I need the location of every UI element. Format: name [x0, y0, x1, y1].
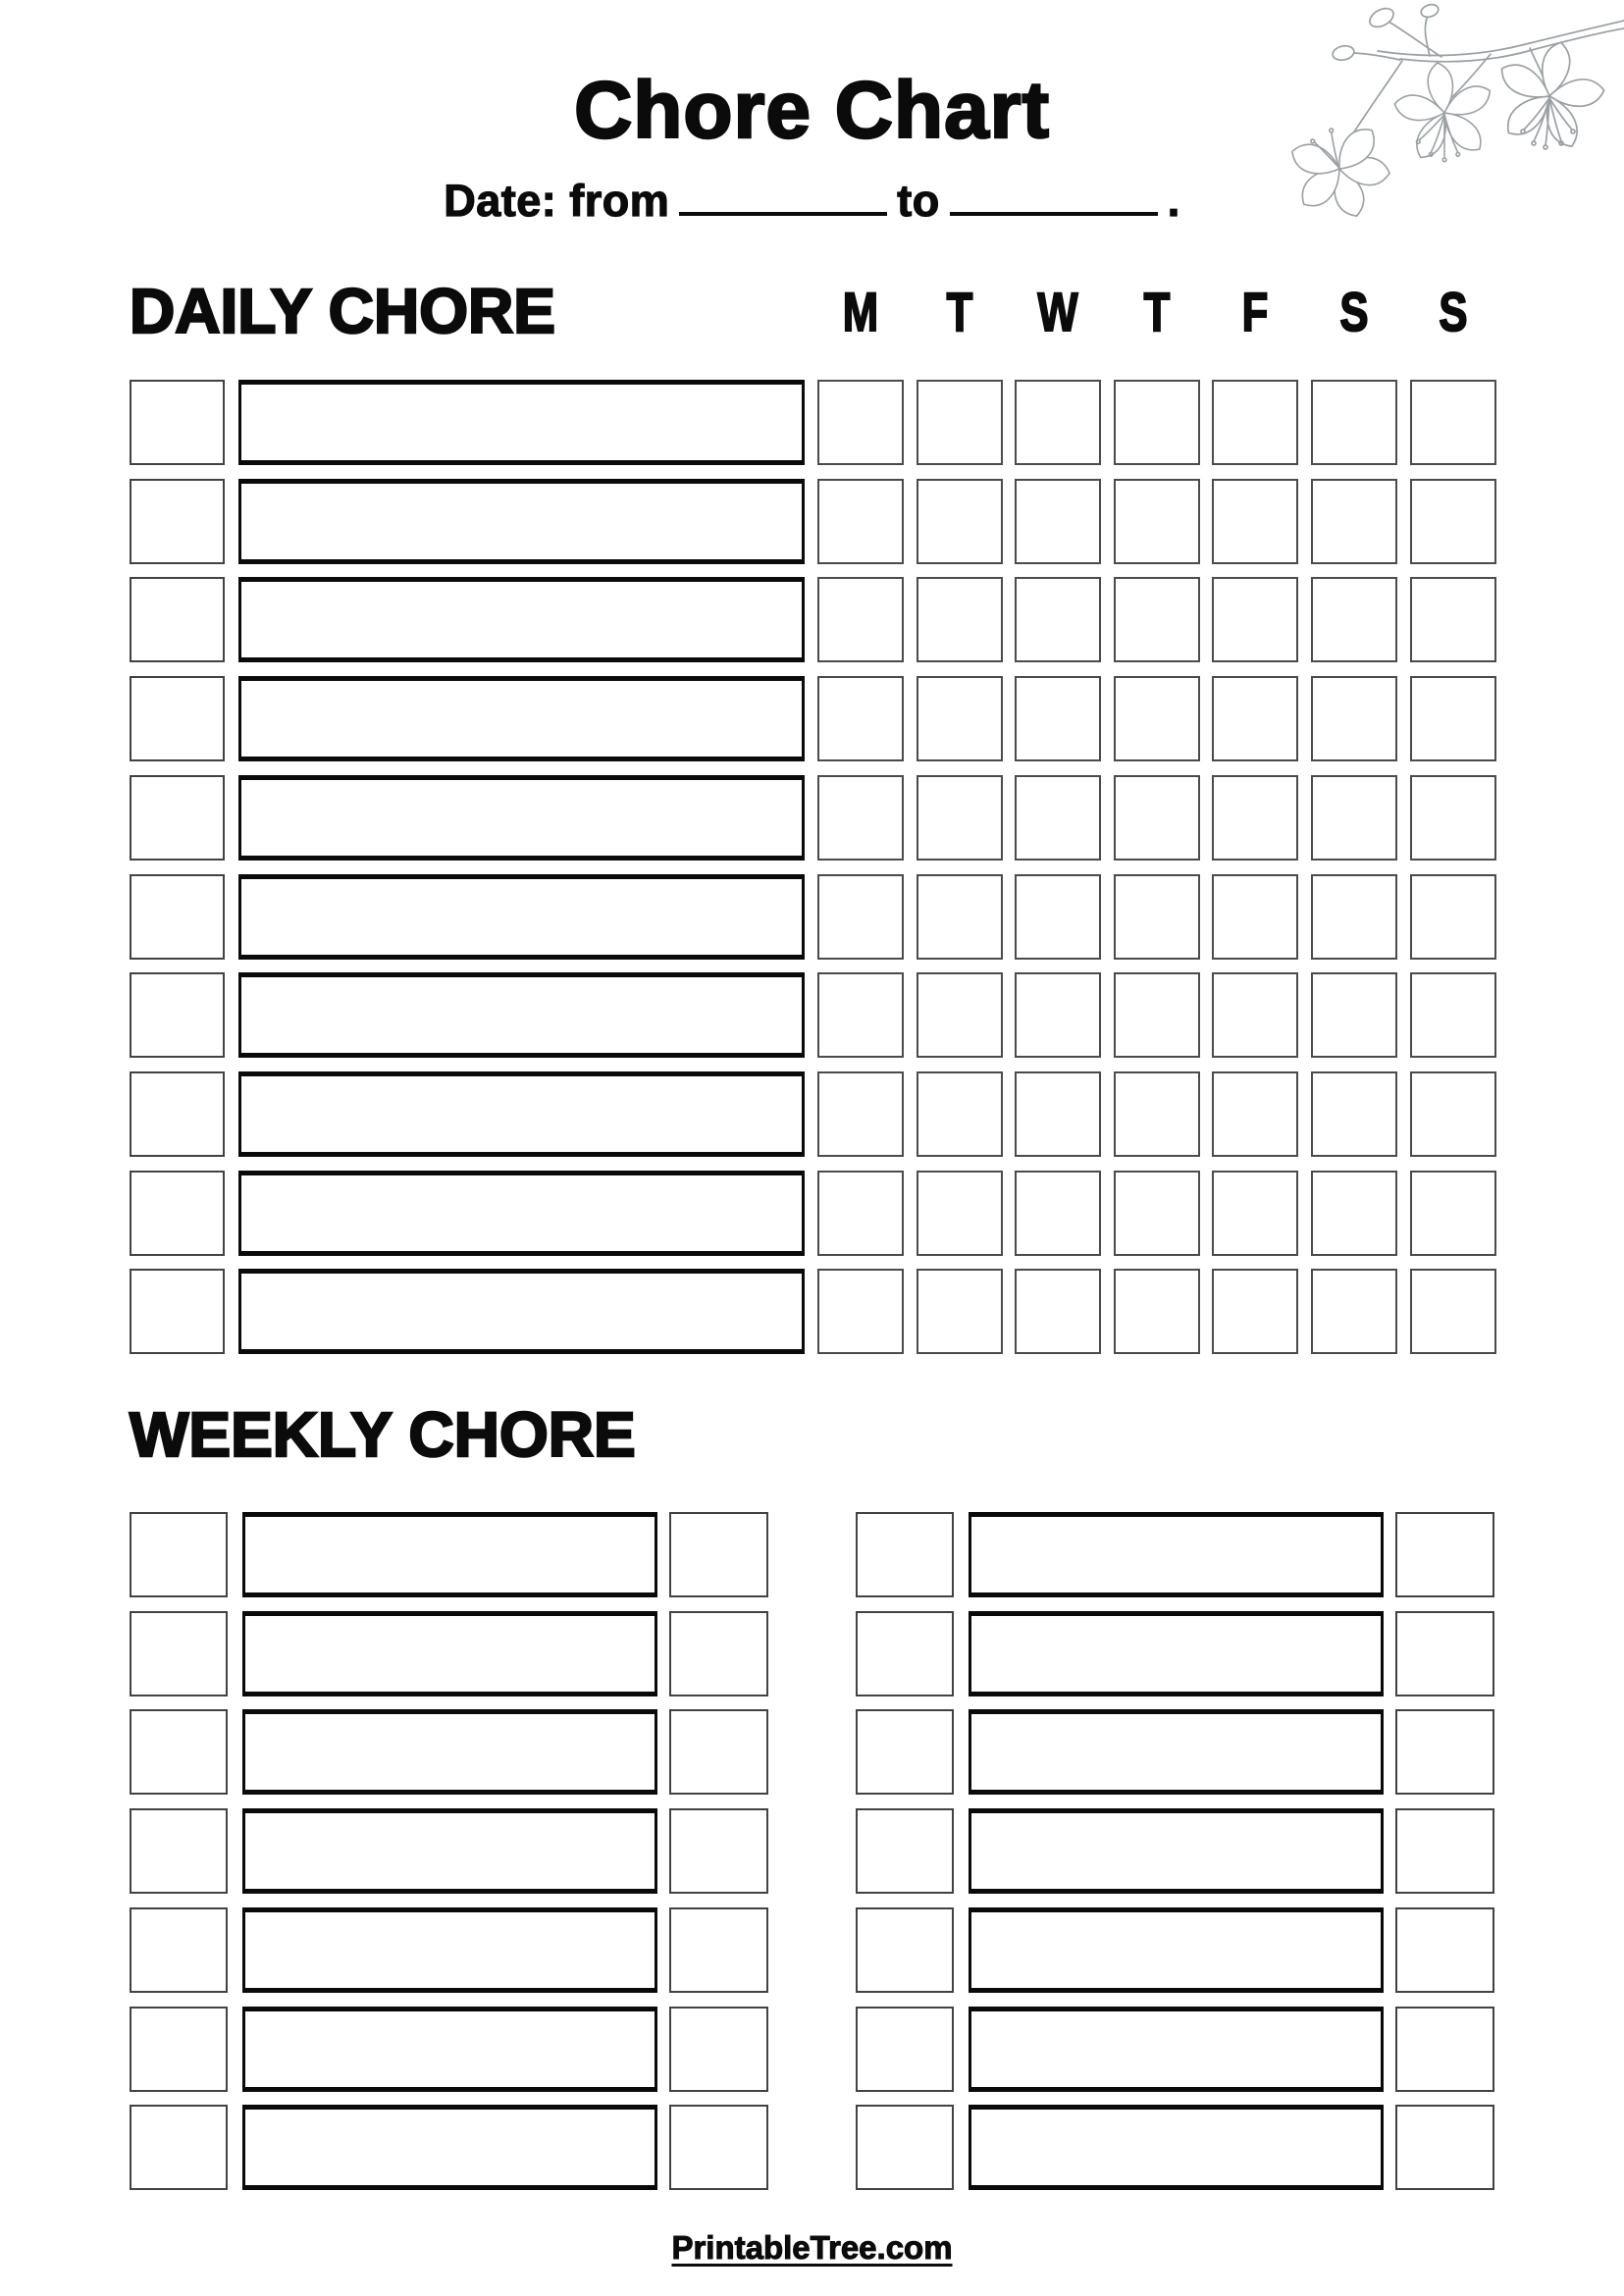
chore-done-checkbox[interactable]: [669, 1512, 768, 1597]
chore-name-field[interactable]: [969, 1512, 1384, 1597]
day-checkbox[interactable]: [1410, 380, 1496, 465]
chore-done-checkbox[interactable]: [669, 2007, 768, 2092]
day-checkbox[interactable]: [1311, 380, 1397, 465]
weekly-chore-row: [130, 1611, 769, 1696]
chore-checkbox[interactable]: [130, 1071, 225, 1157]
chore-done-checkbox[interactable]: [1395, 1512, 1494, 1597]
day-checkbox[interactable]: [917, 479, 1003, 564]
chore-checkbox[interactable]: [856, 2007, 954, 2092]
chore-name-field[interactable]: [969, 2105, 1384, 2190]
chore-name-field[interactable]: [238, 1269, 805, 1354]
chore-name-field[interactable]: [238, 1071, 805, 1157]
day-checkbox[interactable]: [1212, 1071, 1298, 1157]
chore-name-field[interactable]: [238, 972, 805, 1058]
day-checkbox[interactable]: [1015, 479, 1101, 564]
day-checkbox[interactable]: [1114, 775, 1200, 861]
chore-name-field[interactable]: [238, 874, 805, 960]
day-checkbox[interactable]: [817, 972, 904, 1058]
chore-checkbox[interactable]: [856, 1808, 954, 1894]
day-header-label: S: [1438, 281, 1468, 342]
day-checkbox[interactable]: [1212, 479, 1298, 564]
daily-chore-heading: DAILY CHORE: [130, 276, 555, 346]
day-checkbox[interactable]: [817, 1171, 904, 1256]
day-header-label: T: [946, 281, 972, 342]
day-checkbox[interactable]: [1410, 874, 1496, 960]
day-checkbox[interactable]: [1114, 1171, 1200, 1256]
day-checkbox[interactable]: [1015, 1071, 1101, 1157]
weekly-chore-row: [130, 1907, 769, 1993]
day-checkbox[interactable]: [817, 479, 904, 564]
day-header-label: F: [1242, 281, 1269, 342]
day-checkbox[interactable]: [1311, 972, 1397, 1058]
daily-chore-row: [130, 775, 1496, 861]
weekly-chore-heading: WEEKLY CHORE: [130, 1399, 636, 1470]
day-checkbox[interactable]: [817, 676, 904, 761]
chore-checkbox[interactable]: [130, 1907, 228, 1993]
day-checkbox[interactable]: [1212, 1171, 1298, 1256]
day-checkbox[interactable]: [1114, 676, 1200, 761]
weekly-chore-row: [856, 1512, 1495, 1597]
day-checkbox[interactable]: [917, 380, 1003, 465]
chore-checkbox[interactable]: [856, 2105, 954, 2190]
chore-name-field[interactable]: [969, 1907, 1384, 1993]
chore-name-field[interactable]: [238, 577, 805, 662]
daily-chore-row: [130, 380, 1496, 465]
day-checkbox[interactable]: [1311, 676, 1397, 761]
day-checkbox[interactable]: [1015, 775, 1101, 861]
day-checkbox[interactable]: [1311, 775, 1397, 861]
day-checkbox[interactable]: [1311, 577, 1397, 662]
weekly-chore-row: [130, 2105, 769, 2190]
day-checkbox[interactable]: [1015, 380, 1101, 465]
daily-chore-row: [130, 676, 1496, 761]
day-checkbox[interactable]: [1015, 874, 1101, 960]
day-checkbox[interactable]: [1114, 380, 1200, 465]
day-checkbox[interactable]: [1410, 1171, 1496, 1256]
day-checkbox[interactable]: [817, 1071, 904, 1157]
day-checkbox[interactable]: [1212, 676, 1298, 761]
daily-chore-row: [130, 972, 1496, 1058]
daily-chore-row: [130, 874, 1496, 960]
day-checkbox[interactable]: [1410, 972, 1496, 1058]
day-header-label: M: [842, 281, 879, 342]
chore-name-field[interactable]: [238, 775, 805, 861]
day-checkbox[interactable]: [1015, 972, 1101, 1058]
chore-name-field[interactable]: [969, 1808, 1384, 1894]
day-checkbox[interactable]: [1114, 479, 1200, 564]
day-checkbox[interactable]: [1311, 479, 1397, 564]
chore-done-checkbox[interactable]: [669, 2105, 768, 2190]
day-checkbox[interactable]: [1114, 1071, 1200, 1157]
date-line: [0, 176, 1624, 226]
chore-done-checkbox[interactable]: [1395, 1808, 1494, 1894]
chore-done-checkbox[interactable]: [1395, 2007, 1494, 2092]
day-checkbox[interactable]: [817, 775, 904, 861]
daily-chore-row: [130, 1269, 1496, 1354]
daily-chore-row: [130, 1171, 1496, 1256]
day-checkbox[interactable]: [1311, 1269, 1397, 1354]
day-checkbox[interactable]: [817, 874, 904, 960]
day-checkbox[interactable]: [917, 972, 1003, 1058]
day-checkbox[interactable]: [1410, 479, 1496, 564]
day-checkbox[interactable]: [1015, 676, 1101, 761]
chore-name-field[interactable]: [242, 1611, 657, 1696]
chore-checkbox[interactable]: [130, 1611, 228, 1696]
chore-checkbox[interactable]: [130, 972, 225, 1058]
chore-done-checkbox[interactable]: [1395, 1709, 1494, 1795]
day-headers-row: [817, 281, 1496, 342]
day-checkbox[interactable]: [1410, 1071, 1496, 1157]
chore-checkbox[interactable]: [130, 1171, 225, 1256]
day-checkbox[interactable]: [1212, 775, 1298, 861]
day-checkbox[interactable]: [1410, 676, 1496, 761]
day-checkbox[interactable]: [917, 1269, 1003, 1354]
chore-done-checkbox[interactable]: [1395, 2105, 1494, 2190]
weekly-chore-row: [130, 2007, 769, 2092]
day-checkbox[interactable]: [1410, 775, 1496, 861]
weekly-chore-row: [856, 2007, 1495, 2092]
day-checkbox[interactable]: [1410, 1269, 1496, 1354]
daily-chore-row: [130, 1071, 1496, 1157]
day-checkbox[interactable]: [1311, 1071, 1397, 1157]
weekly-chore-row: [856, 1611, 1495, 1696]
chore-done-checkbox[interactable]: [669, 1808, 768, 1894]
daily-chore-row: [130, 577, 1496, 662]
day-checkbox[interactable]: [917, 676, 1003, 761]
daily-chore-row: [130, 479, 1496, 564]
chore-checkbox[interactable]: [130, 874, 225, 960]
chore-name-field[interactable]: [242, 2105, 657, 2190]
page-title: Chore Chart: [574, 66, 1050, 155]
day-checkbox[interactable]: [1212, 577, 1298, 662]
date-to-label: to: [897, 176, 940, 226]
chore-name-field[interactable]: [242, 1709, 657, 1795]
day-checkbox[interactable]: [1015, 577, 1101, 662]
chore-done-checkbox[interactable]: [669, 1709, 768, 1795]
day-checkbox[interactable]: [817, 577, 904, 662]
day-checkbox[interactable]: [917, 775, 1003, 861]
day-checkbox[interactable]: [1114, 972, 1200, 1058]
day-checkbox[interactable]: [1212, 380, 1298, 465]
chore-name-field[interactable]: [242, 2007, 657, 2092]
day-checkbox[interactable]: [1311, 1171, 1397, 1256]
chore-checkbox[interactable]: [130, 479, 225, 564]
chore-done-checkbox[interactable]: [1395, 1907, 1494, 1993]
chore-checkbox[interactable]: [130, 380, 225, 465]
chore-checkbox[interactable]: [856, 1907, 954, 1993]
chore-checkbox[interactable]: [130, 676, 225, 761]
day-checkbox[interactable]: [917, 874, 1003, 960]
day-checkbox[interactable]: [817, 380, 904, 465]
chore-name-field[interactable]: [969, 1709, 1384, 1795]
chore-checkbox[interactable]: [856, 1709, 954, 1795]
chore-done-checkbox[interactable]: [669, 1611, 768, 1696]
chore-name-field[interactable]: [238, 1171, 805, 1256]
day-checkbox[interactable]: [917, 1171, 1003, 1256]
day-checkbox[interactable]: [1015, 1171, 1101, 1256]
chore-checkbox[interactable]: [130, 2007, 228, 2092]
chore-done-checkbox[interactable]: [669, 1907, 768, 1993]
chore-checkbox[interactable]: [130, 2105, 228, 2190]
chore-name-field[interactable]: [242, 1808, 657, 1894]
day-checkbox[interactable]: [1410, 577, 1496, 662]
chore-checkbox[interactable]: [130, 775, 225, 861]
weekly-chore-row: [856, 1709, 1495, 1795]
date-from-label: Date: from: [444, 176, 670, 226]
chore-checkbox[interactable]: [856, 1512, 954, 1597]
day-checkbox[interactable]: [917, 577, 1003, 662]
chore-done-checkbox[interactable]: [1395, 1611, 1494, 1696]
weekly-chore-row: [130, 1512, 769, 1597]
chore-checkbox[interactable]: [130, 1709, 228, 1795]
weekly-chore-row: [130, 1808, 769, 1894]
date-to-input[interactable]: [950, 179, 1158, 216]
chore-name-field[interactable]: [238, 380, 805, 465]
day-checkbox[interactable]: [1114, 577, 1200, 662]
day-checkbox[interactable]: [1015, 1269, 1101, 1354]
chore-name-field[interactable]: [238, 479, 805, 564]
footer-link[interactable]: PrintableTree.com: [671, 2229, 953, 2266]
chore-name-field[interactable]: [242, 1512, 657, 1597]
chore-name-field[interactable]: [969, 1611, 1384, 1696]
chore-name-field[interactable]: [969, 2007, 1384, 2092]
chore-name-field[interactable]: [242, 1907, 657, 1993]
day-checkbox[interactable]: [1212, 1269, 1298, 1354]
day-checkbox[interactable]: [817, 1269, 904, 1354]
weekly-chore-row: [130, 1709, 769, 1795]
day-checkbox[interactable]: [1212, 874, 1298, 960]
day-checkbox[interactable]: [1114, 874, 1200, 960]
weekly-chore-row: [856, 1907, 1495, 1993]
day-header-label: W: [1037, 281, 1078, 342]
day-checkbox[interactable]: [1114, 1269, 1200, 1354]
day-header-label: S: [1339, 281, 1369, 342]
chore-name-field[interactable]: [238, 676, 805, 761]
chore-checkbox[interactable]: [130, 1269, 225, 1354]
chore-checkbox[interactable]: [130, 1512, 228, 1597]
weekly-chore-row: [856, 2105, 1495, 2190]
date-from-input[interactable]: [679, 179, 887, 216]
chore-checkbox[interactable]: [130, 1808, 228, 1894]
day-checkbox[interactable]: [1311, 874, 1397, 960]
day-checkbox[interactable]: [1212, 972, 1298, 1058]
chore-checkbox[interactable]: [856, 1611, 954, 1696]
day-header-label: T: [1143, 281, 1171, 342]
weekly-chore-row: [856, 1808, 1495, 1894]
chore-checkbox[interactable]: [130, 577, 225, 662]
date-period: .: [1167, 176, 1180, 226]
day-checkbox[interactable]: [917, 1071, 1003, 1157]
